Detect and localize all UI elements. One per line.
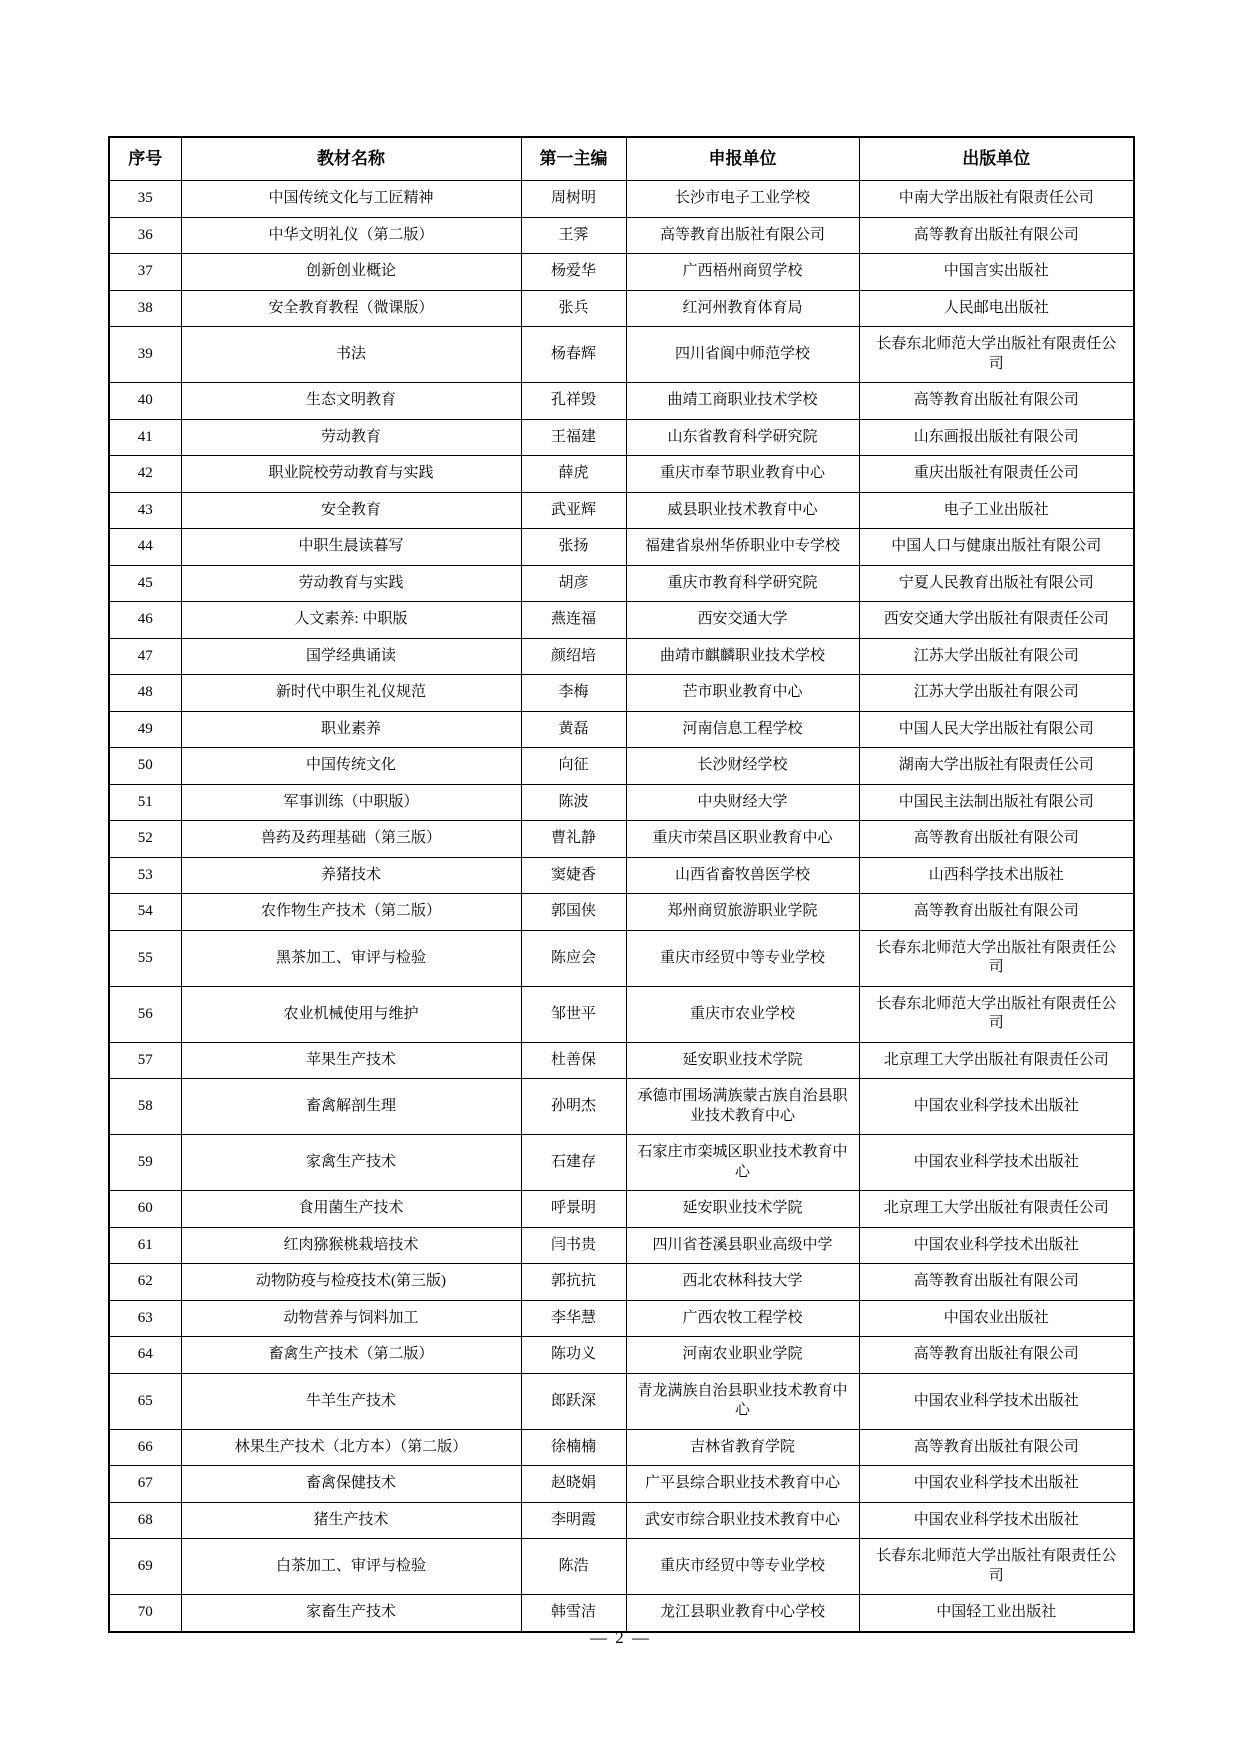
cell-applicant: 威县职业技术教育中心 [626,492,859,529]
cell-serial: 57 [109,1042,181,1079]
table-row [109,784,1134,821]
cell-title: 红肉猕猴桃栽培技术 [181,1227,521,1264]
cell-publisher: 长春东北师范大学出版社有限责任公司 [859,1539,1134,1595]
cell-serial: 66 [109,1429,181,1466]
table-row [109,565,1134,602]
cell-editor: 胡彦 [521,565,626,602]
cell-applicant: 山西省畜牧兽医学校 [626,857,859,894]
cell-title: 劳动教育 [181,419,521,456]
cell-editor: 王霁 [521,217,626,254]
cell-title: 劳动教育与实践 [181,565,521,602]
table-row [109,492,1134,529]
cell-title: 牛羊生产技术 [181,1373,521,1429]
cell-publisher: 中国农业科学技术出版社 [859,1502,1134,1539]
cell-title: 动物防疫与检疫技术(第三版) [181,1264,521,1301]
cell-applicant: 龙江县职业教育中心学校 [626,1595,859,1632]
table-row [109,1135,1134,1191]
cell-serial: 55 [109,930,181,986]
cell-publisher: 北京理工大学出版社有限责任公司 [859,1191,1134,1228]
cell-editor: 韩雪洁 [521,1595,626,1632]
cell-editor: 李明霞 [521,1502,626,1539]
cell-editor: 王福建 [521,419,626,456]
cell-applicant: 福建省泉州华侨职业中专学校 [626,529,859,566]
cell-applicant: 武安市综合职业技术教育中心 [626,1502,859,1539]
cell-title: 畜禽生产技术（第二版） [181,1337,521,1374]
cell-publisher: 中国农业科学技术出版社 [859,1373,1134,1429]
cell-editor: 呼景明 [521,1191,626,1228]
cell-serial: 35 [109,181,181,218]
cell-applicant: 红河州教育体育局 [626,290,859,327]
cell-serial: 53 [109,857,181,894]
table-header-row [109,137,1134,181]
column-header-applicant: 申报单位 [626,137,859,181]
table-row [109,1300,1134,1337]
cell-applicant: 重庆市农业学校 [626,986,859,1042]
table-row [109,1264,1134,1301]
cell-applicant: 四川省阆中师范学校 [626,327,859,383]
cell-editor: 窦婕香 [521,857,626,894]
cell-title: 新时代中职生礼仪规范 [181,675,521,712]
cell-publisher: 中南大学出版社有限责任公司 [859,181,1134,218]
cell-title: 军事训练（中职版） [181,784,521,821]
cell-editor: 李梅 [521,675,626,712]
cell-publisher: 山东画报出版社有限公司 [859,419,1134,456]
cell-serial: 46 [109,602,181,639]
cell-editor: 陈波 [521,784,626,821]
cell-editor: 薛虎 [521,456,626,493]
cell-serial: 40 [109,383,181,420]
cell-title: 创新创业概论 [181,254,521,291]
cell-applicant: 长沙市电子工业学校 [626,181,859,218]
cell-editor: 向征 [521,748,626,785]
cell-editor: 燕连福 [521,602,626,639]
cell-editor: 张兵 [521,290,626,327]
cell-publisher: 人民邮电出版社 [859,290,1134,327]
cell-serial: 61 [109,1227,181,1264]
table-row [109,1466,1134,1503]
table-row [109,1337,1134,1374]
cell-serial: 58 [109,1079,181,1135]
cell-serial: 48 [109,675,181,712]
textbook-approval-table [108,136,1135,1633]
cell-publisher: 宁夏人民教育出版社有限公司 [859,565,1134,602]
cell-serial: 42 [109,456,181,493]
cell-serial: 50 [109,748,181,785]
cell-applicant: 芒市职业教育中心 [626,675,859,712]
cell-editor: 黄磊 [521,711,626,748]
cell-serial: 51 [109,784,181,821]
cell-title: 黑茶加工、审评与检验 [181,930,521,986]
cell-serial: 65 [109,1373,181,1429]
cell-title: 猪生产技术 [181,1502,521,1539]
cell-applicant: 石家庄市栾城区职业技术教育中心 [626,1135,859,1191]
table-row [109,383,1134,420]
cell-serial: 41 [109,419,181,456]
cell-publisher: 江苏大学出版社有限公司 [859,638,1134,675]
table-row [109,1502,1134,1539]
cell-publisher: 中国人口与健康出版社有限公司 [859,529,1134,566]
cell-title: 生态文明教育 [181,383,521,420]
cell-editor: 闫书贵 [521,1227,626,1264]
cell-applicant: 重庆市经贸中等专业学校 [626,930,859,986]
cell-publisher: 长春东北师范大学出版社有限责任公司 [859,986,1134,1042]
cell-applicant: 山东省教育科学研究院 [626,419,859,456]
cell-title: 畜禽解剖生理 [181,1079,521,1135]
cell-title: 苹果生产技术 [181,1042,521,1079]
table-row [109,1042,1134,1079]
cell-serial: 70 [109,1595,181,1632]
cell-editor: 郎跃深 [521,1373,626,1429]
cell-applicant: 重庆市经贸中等专业学校 [626,1539,859,1595]
cell-serial: 36 [109,217,181,254]
cell-publisher: 中国轻工业出版社 [859,1595,1134,1632]
cell-title: 家禽生产技术 [181,1135,521,1191]
cell-title: 家畜生产技术 [181,1595,521,1632]
cell-publisher: 高等教育出版社有限公司 [859,894,1134,931]
cell-title: 国学经典诵读 [181,638,521,675]
cell-applicant: 高等教育出版社有限公司 [626,217,859,254]
cell-publisher: 中国民主法制出版社有限公司 [859,784,1134,821]
cell-editor: 孔祥毁 [521,383,626,420]
column-header-editor: 第一主编 [521,137,626,181]
cell-applicant: 曲靖市麒麟职业技术学校 [626,638,859,675]
cell-editor: 陈浩 [521,1539,626,1595]
table-row [109,857,1134,894]
cell-editor: 陈功义 [521,1337,626,1374]
cell-applicant: 河南农业职业学院 [626,1337,859,1374]
cell-editor: 武亚辉 [521,492,626,529]
cell-publisher: 高等教育出版社有限公司 [859,821,1134,858]
cell-title: 中华文明礼仪（第二版） [181,217,521,254]
cell-publisher: 中国农业科学技术出版社 [859,1079,1134,1135]
cell-title: 兽药及药理基础（第三版） [181,821,521,858]
table-row [109,181,1134,218]
cell-applicant: 长沙财经学校 [626,748,859,785]
cell-applicant: 重庆市荣昌区职业教育中心 [626,821,859,858]
cell-applicant: 西安交通大学 [626,602,859,639]
cell-editor: 石建存 [521,1135,626,1191]
cell-editor: 杨春辉 [521,327,626,383]
cell-title: 中国传统文化 [181,748,521,785]
cell-applicant: 重庆市教育科学研究院 [626,565,859,602]
cell-serial: 62 [109,1264,181,1301]
cell-title: 人文素养: 中职版 [181,602,521,639]
cell-serial: 54 [109,894,181,931]
cell-title: 畜禽保健技术 [181,1466,521,1503]
cell-serial: 68 [109,1502,181,1539]
cell-serial: 37 [109,254,181,291]
cell-publisher: 重庆出版社有限责任公司 [859,456,1134,493]
table-row [109,894,1134,931]
cell-editor: 周树明 [521,181,626,218]
table-row [109,290,1134,327]
cell-applicant: 四川省苍溪县职业高级中学 [626,1227,859,1264]
cell-publisher: 中国农业科学技术出版社 [859,1227,1134,1264]
cell-serial: 44 [109,529,181,566]
table-row [109,1227,1134,1264]
cell-serial: 43 [109,492,181,529]
table-row [109,748,1134,785]
cell-editor: 杨爱华 [521,254,626,291]
column-header-title: 教材名称 [181,137,521,181]
cell-serial: 69 [109,1539,181,1595]
table-row [109,711,1134,748]
cell-applicant: 曲靖工商职业技术学校 [626,383,859,420]
cell-title: 职业素养 [181,711,521,748]
page-number: — 2 — [590,1628,651,1647]
table-row [109,1079,1134,1135]
cell-title: 中国传统文化与工匠精神 [181,181,521,218]
table-row [109,930,1134,986]
cell-title: 动物营养与饲料加工 [181,1300,521,1337]
cell-title: 农业机械使用与维护 [181,986,521,1042]
cell-editor: 陈应会 [521,930,626,986]
table-row [109,602,1134,639]
cell-serial: 38 [109,290,181,327]
cell-applicant: 中央财经大学 [626,784,859,821]
cell-editor: 赵晓娟 [521,1466,626,1503]
cell-editor: 徐楠楠 [521,1429,626,1466]
cell-applicant: 重庆市奉节职业教育中心 [626,456,859,493]
cell-serial: 45 [109,565,181,602]
cell-publisher: 北京理工大学出版社有限责任公司 [859,1042,1134,1079]
table-row [109,419,1134,456]
cell-publisher: 中国农业科学技术出版社 [859,1466,1134,1503]
cell-publisher: 中国农业出版社 [859,1300,1134,1337]
cell-editor: 郭抗抗 [521,1264,626,1301]
cell-serial: 56 [109,986,181,1042]
table-row [109,1539,1134,1595]
cell-editor: 曹礼静 [521,821,626,858]
table-row [109,1429,1134,1466]
cell-publisher: 高等教育出版社有限公司 [859,1264,1134,1301]
cell-applicant: 广西农牧工程学校 [626,1300,859,1337]
cell-applicant: 吉林省教育学院 [626,1429,859,1466]
cell-publisher: 长春东北师范大学出版社有限责任公司 [859,327,1134,383]
cell-applicant: 青龙满族自治县职业技术教育中心 [626,1373,859,1429]
cell-serial: 49 [109,711,181,748]
cell-title: 中职生晨读暮写 [181,529,521,566]
cell-publisher: 长春东北师范大学出版社有限责任公司 [859,930,1134,986]
column-header-serial: 序号 [109,137,181,181]
cell-serial: 63 [109,1300,181,1337]
table-body [109,181,1134,1632]
cell-editor: 邹世平 [521,986,626,1042]
cell-applicant: 广西梧州商贸学校 [626,254,859,291]
cell-serial: 52 [109,821,181,858]
cell-publisher: 中国言实出版社 [859,254,1134,291]
cell-serial: 64 [109,1337,181,1374]
cell-publisher: 高等教育出版社有限公司 [859,217,1134,254]
cell-editor: 颜绍培 [521,638,626,675]
cell-applicant: 承德市围场满族蒙古族自治县职业技术教育中心 [626,1079,859,1135]
cell-editor: 张扬 [521,529,626,566]
cell-publisher: 电子工业出版社 [859,492,1134,529]
cell-editor: 李华慧 [521,1300,626,1337]
cell-serial: 59 [109,1135,181,1191]
table-row [109,456,1134,493]
table-row [109,821,1134,858]
cell-publisher: 高等教育出版社有限公司 [859,1337,1134,1374]
table-row [109,327,1134,383]
cell-editor: 郭国侠 [521,894,626,931]
cell-serial: 47 [109,638,181,675]
cell-title: 食用菌生产技术 [181,1191,521,1228]
table-row [109,1595,1134,1632]
table-row [109,529,1134,566]
cell-editor: 杜善保 [521,1042,626,1079]
cell-serial: 60 [109,1191,181,1228]
cell-publisher: 中国农业科学技术出版社 [859,1135,1134,1191]
cell-title: 职业院校劳动教育与实践 [181,456,521,493]
cell-publisher: 中国人民大学出版社有限公司 [859,711,1134,748]
cell-applicant: 郑州商贸旅游职业学院 [626,894,859,931]
cell-title: 养猪技术 [181,857,521,894]
cell-title: 安全教育教程（微课版） [181,290,521,327]
cell-publisher: 山西科学技术出版社 [859,857,1134,894]
table-row [109,675,1134,712]
table-row [109,986,1134,1042]
table-row [109,217,1134,254]
cell-title: 书法 [181,327,521,383]
cell-title: 安全教育 [181,492,521,529]
cell-editor: 孙明杰 [521,1079,626,1135]
cell-publisher: 湖南大学出版社有限责任公司 [859,748,1134,785]
table-row [109,254,1134,291]
cell-applicant: 广平县综合职业技术教育中心 [626,1466,859,1503]
cell-applicant: 延安职业技术学院 [626,1191,859,1228]
cell-serial: 39 [109,327,181,383]
column-header-publisher: 出版单位 [859,137,1134,181]
cell-applicant: 河南信息工程学校 [626,711,859,748]
table-row [109,1373,1134,1429]
cell-applicant: 延安职业技术学院 [626,1042,859,1079]
cell-serial: 67 [109,1466,181,1503]
cell-publisher: 高等教育出版社有限公司 [859,383,1134,420]
cell-title: 白茶加工、审评与检验 [181,1539,521,1595]
cell-publisher: 江苏大学出版社有限公司 [859,675,1134,712]
cell-publisher: 高等教育出版社有限公司 [859,1429,1134,1466]
cell-applicant: 西北农林科技大学 [626,1264,859,1301]
table-row [109,1191,1134,1228]
cell-title: 林果生产技术（北方本）（第二版） [181,1429,521,1466]
cell-title: 农作物生产技术（第二版） [181,894,521,931]
table-row [109,638,1134,675]
cell-publisher: 西安交通大学出版社有限责任公司 [859,602,1134,639]
